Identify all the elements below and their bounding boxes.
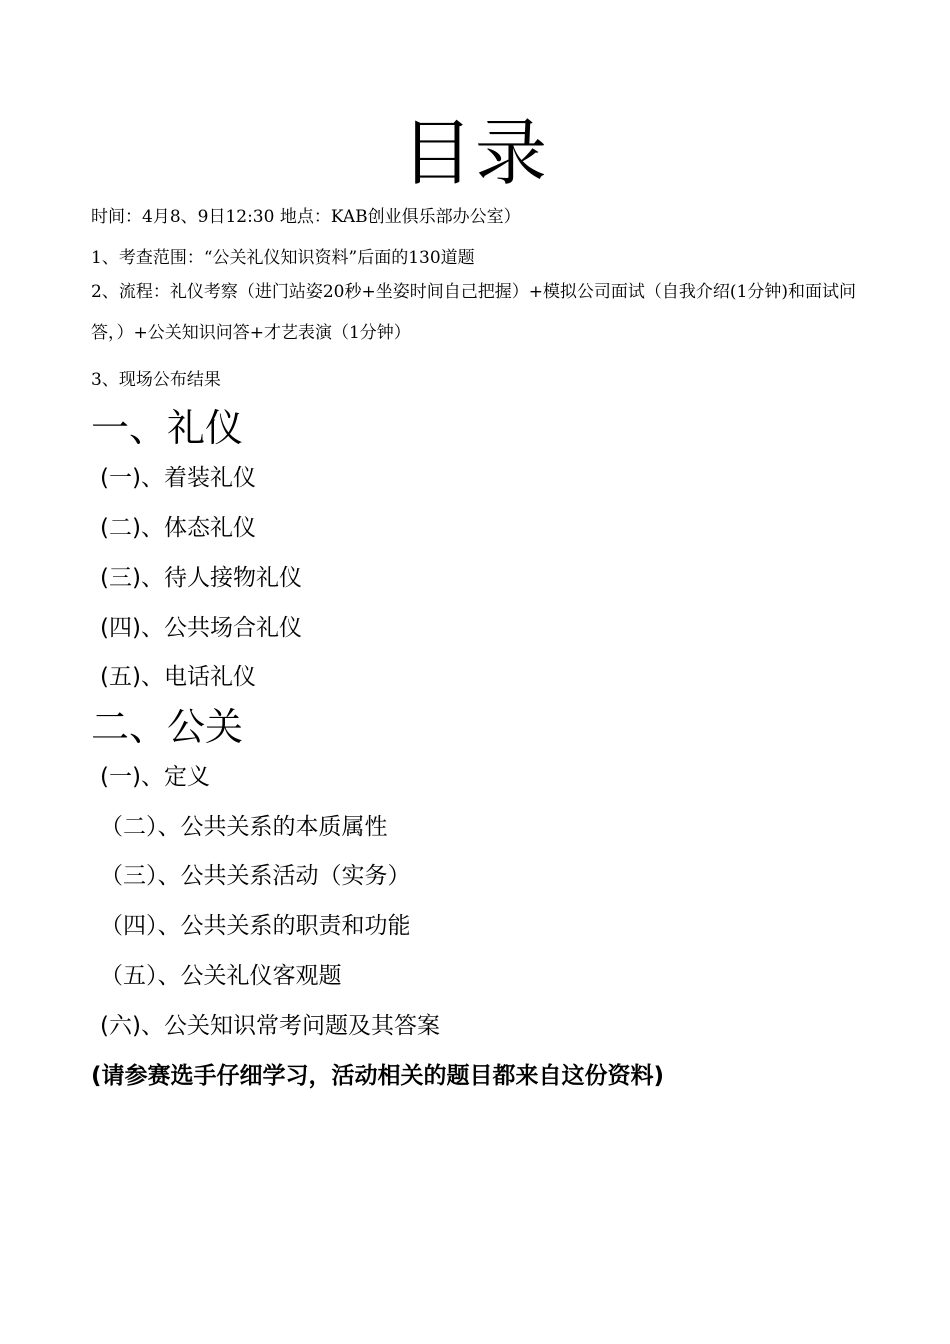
section-heading-public-relations: 二、公关 [91, 705, 244, 749]
toc-item: （五）、公关礼仪客观题 [100, 963, 342, 989]
scope-line: 1、考查范围：“公关礼仪知识资料”后面的130道题 [91, 248, 475, 268]
time-location-line: 时间：4月8、9日12:30 地点：KAB创业俱乐部办公室） [91, 207, 521, 227]
result-line: 3、现场公布结果 [91, 370, 221, 390]
toc-item: (五)、电话礼仪 [100, 664, 256, 690]
toc-item: (一)、着装礼仪 [100, 465, 256, 491]
toc-item: （三）、公共关系活动（实务） [100, 863, 411, 889]
toc-item: (二)、体态礼仪 [100, 515, 256, 541]
process-line: 2、流程：礼仪考察（进门站姿20秒+坐姿时间自己把握）+模拟公司面试（自我介绍(1分钟)和面试问答，）+公关知识问答+才艺表演（1分钟） [91, 282, 857, 343]
toc-item: （二）、公共关系的本质属性 [100, 814, 388, 840]
toc-item: (六)、公关知识常考问题及其答案 [100, 1013, 440, 1039]
toc-item: （四）、公共关系的职责和功能 [100, 913, 411, 939]
toc-item: (一)、定义 [100, 764, 210, 790]
study-note: (请参赛选手仔细学习，活动相关的题目都来自这份资料) [91, 1063, 665, 1089]
toc-item: (四)、公共场合礼仪 [100, 615, 302, 641]
section-heading-etiquette: 一、礼仪 [91, 406, 244, 450]
page-title: 目录 [400, 111, 549, 195]
toc-item: (三)、待人接物礼仪 [100, 565, 302, 591]
